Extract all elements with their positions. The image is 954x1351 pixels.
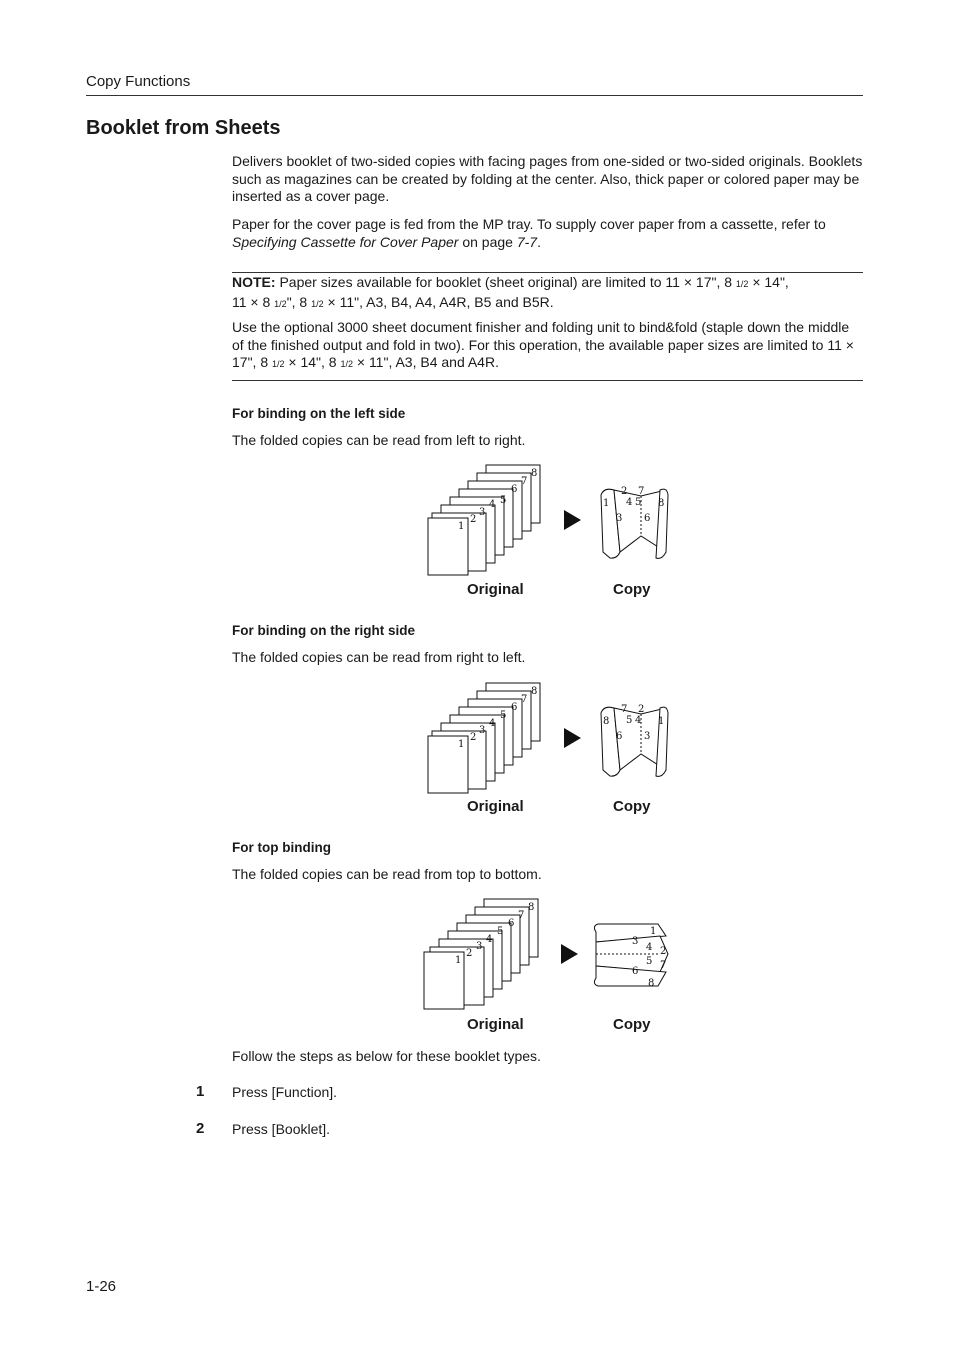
svg-text:7: 7: [521, 694, 528, 705]
original-label: Original: [467, 1016, 524, 1033]
svg-text:7: 7: [638, 486, 645, 497]
svg-text:4: 4: [626, 497, 633, 508]
svg-text:6: 6: [511, 702, 518, 713]
svg-text:4: 4: [489, 499, 496, 510]
note-bottom-rule: [232, 380, 863, 381]
svg-text:1: 1: [455, 955, 462, 966]
svg-text:2: 2: [470, 514, 477, 525]
svg-text:1: 1: [650, 926, 657, 937]
section-heading-left-binding: For binding on the left side: [232, 406, 406, 421]
svg-text:7: 7: [660, 960, 667, 971]
svg-text:5: 5: [626, 715, 633, 726]
note-paragraph-2: Use the optional 3000 sheet document finisher and folding unit to bind&fold (staple down the middle of the finished output and fold in two). For this operation, the available paper sizes are limited to 11 × 17", 8 1/2 × 14", 8 1/2 × 11", A3, B4 and A4R.: [232, 319, 854, 370]
svg-text:5: 5: [646, 956, 653, 967]
copy-label: Copy: [613, 1016, 651, 1033]
svg-text:2: 2: [660, 946, 667, 957]
svg-text:6: 6: [616, 731, 623, 742]
svg-text:8: 8: [648, 978, 655, 989]
arrow-icon: [564, 510, 581, 530]
svg-text:4: 4: [489, 718, 496, 729]
svg-text:3: 3: [479, 725, 486, 736]
section-desc-left-binding: The folded copies can be read from left to right.: [232, 432, 526, 448]
svg-text:3: 3: [476, 941, 483, 952]
step-text: Press [Booklet].: [232, 1121, 331, 1137]
svg-text:7: 7: [621, 704, 628, 715]
section-desc-top-binding: The folded copies can be read from top to bottom.: [232, 866, 542, 882]
svg-text:1: 1: [458, 739, 465, 750]
top-binding-figure: [420, 894, 680, 1014]
svg-text:1: 1: [603, 498, 610, 509]
svg-text:5: 5: [500, 495, 507, 506]
svg-text:1: 1: [458, 521, 465, 532]
copy-label: Copy: [613, 798, 651, 815]
page-number: 1-26: [86, 1278, 117, 1295]
svg-text:3: 3: [479, 507, 486, 518]
page-title: Booklet from Sheets: [86, 117, 281, 139]
svg-text:8: 8: [603, 716, 610, 727]
svg-text:6: 6: [508, 918, 515, 929]
svg-text:2: 2: [466, 948, 473, 959]
copy-label: Copy: [613, 581, 651, 598]
note-top-rule: [232, 272, 863, 273]
step-number: 2: [196, 1120, 205, 1137]
svg-text:4: 4: [646, 942, 653, 953]
cover-paper-reference: Specifying Cassette for Cover Paper: [232, 233, 459, 250]
note-label: NOTE:: [232, 274, 276, 290]
svg-text:6: 6: [632, 966, 639, 977]
svg-text:1: 1: [658, 716, 665, 727]
intro-paragraph-2: Paper for the cover page is fed from the MP tray. To supply cover paper from a cassette, refer to Specifying Cassette for Cover Paper on page 7-7.: [232, 216, 826, 250]
svg-text:4: 4: [486, 934, 493, 945]
running-header: Copy Functions: [86, 73, 191, 90]
svg-text:8: 8: [531, 686, 538, 697]
svg-text:5: 5: [500, 710, 507, 721]
svg-text:4: 4: [635, 715, 642, 726]
svg-text:8: 8: [658, 498, 665, 509]
svg-text:2: 2: [470, 732, 477, 743]
arrow-icon: [561, 944, 578, 964]
svg-text:7: 7: [518, 910, 525, 921]
arrow-icon: [564, 728, 581, 748]
original-label: Original: [467, 798, 524, 815]
note-paragraph-1: NOTE: Paper sizes available for booklet (sheet original) are limited to 11 × 17", 8 1/2 × 14", 11 × 8 1/2", 8 1/2 × 11", A3, B4, A4, A4R, B5 and B5R.: [232, 274, 789, 310]
svg-text:2: 2: [621, 486, 628, 497]
original-label: Original: [467, 581, 524, 598]
section-desc-right-binding: The folded copies can be read from right to left.: [232, 649, 526, 665]
header-rule: [86, 95, 863, 96]
section-heading-right-binding: For binding on the right side: [232, 623, 415, 638]
svg-text:8: 8: [531, 468, 538, 479]
svg-text:7: 7: [521, 476, 528, 487]
svg-text:5: 5: [497, 926, 504, 937]
follow-instructions: Follow the steps as below for these booklet types.: [232, 1048, 541, 1064]
svg-text:3: 3: [644, 731, 651, 742]
svg-text:6: 6: [644, 513, 651, 524]
right-binding-figure: [420, 678, 680, 798]
intro-paragraph-1: Delivers booklet of two-sided copies with facing pages from one-sided or two-sided originals. Booklets such as magazines can be created by folding at the center. Also, thick paper or colored paper may be inserted as a cover page.: [232, 153, 863, 204]
step-number: 1: [196, 1083, 205, 1100]
svg-text:2: 2: [638, 704, 645, 715]
svg-text:8: 8: [528, 902, 535, 913]
step-text: Press [Function].: [232, 1084, 338, 1100]
svg-text:3: 3: [632, 936, 639, 947]
svg-text:6: 6: [511, 484, 518, 495]
svg-text:5: 5: [635, 497, 642, 508]
section-heading-top-binding: For top binding: [232, 840, 331, 855]
left-binding-figure: [420, 460, 680, 580]
svg-text:3: 3: [616, 513, 623, 524]
